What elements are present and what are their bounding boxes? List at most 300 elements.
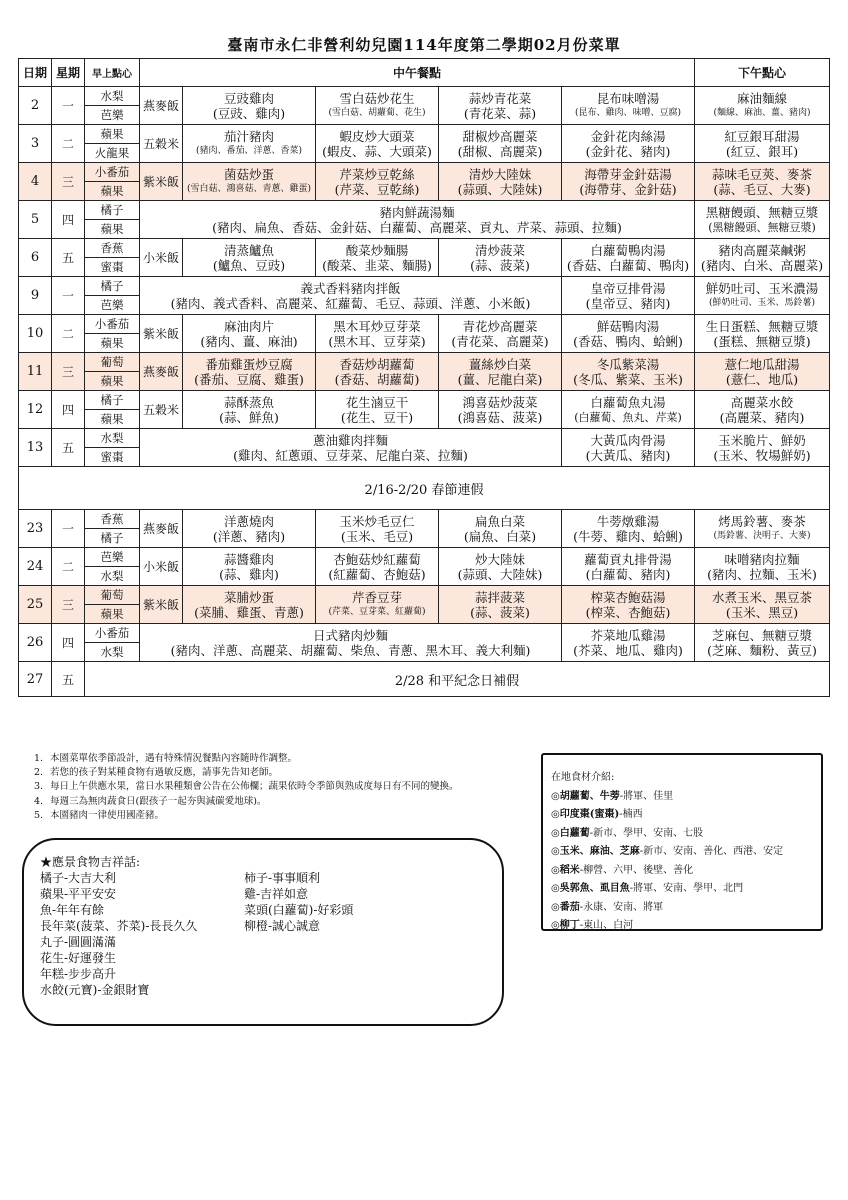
afternoon-snack	[695, 87, 830, 125]
dish-name: 水煮玉米、黑豆茶	[712, 589, 813, 605]
dish-name: 大黃瓜肉骨湯	[590, 432, 666, 448]
afternoon-snack	[695, 315, 830, 353]
local-ingredients-list	[551, 788, 821, 936]
dish-name: 冬瓜紫菜湯	[596, 356, 660, 372]
lunch-dish-1	[183, 548, 316, 586]
morning-fruit-1: 小番茄	[85, 624, 140, 643]
afternoon-snack	[695, 277, 830, 315]
dish-ingredients: (牛蒡、雞肉、蛤蜊)	[573, 528, 683, 544]
note-item	[34, 766, 459, 780]
dish-name: 茄汁豬肉	[223, 128, 274, 144]
lunch-staple: 小米飯	[140, 239, 183, 277]
dish-name: 蒜醬雞肉	[223, 551, 274, 567]
local-ingredient-name: ◎柳丁	[551, 920, 580, 931]
lucky-saying: 蘋果-平平安安	[40, 887, 117, 901]
lucky-sayings-title: ★應景食物吉祥話:	[40, 855, 141, 869]
afternoon-snack	[695, 353, 830, 391]
dish-ingredients: (白蘿蔔、魚丸、芹菜)	[574, 410, 682, 424]
dish-name: 芝麻包、無糖豆漿	[712, 627, 813, 643]
dish-ingredients: (黑木耳、豆芽菜)	[328, 333, 426, 349]
local-ingredient-row	[551, 917, 821, 936]
dish-ingredients: (甜椒、高麗菜)	[457, 143, 543, 159]
header-weekday: 星期	[52, 59, 85, 87]
dish-name: 麻油麵線	[737, 90, 788, 106]
local-ingredient-origin: -將軍、佳里	[619, 790, 674, 802]
morning-fruit-1: 水梨	[85, 429, 140, 448]
dish-ingredients: (海帶芽、金針菇)	[579, 181, 677, 197]
local-ingredient-row	[551, 862, 821, 881]
dish-name: 菜脯炒蛋	[223, 589, 274, 605]
afternoon-snack	[695, 201, 830, 239]
lunch-dish-3	[439, 391, 562, 429]
dish-name: 玉米炒毛豆仁	[339, 513, 415, 529]
afternoon-snack	[695, 586, 830, 624]
note-item	[34, 780, 459, 794]
dish-name: 蒜味毛豆莢、麥茶	[712, 166, 813, 182]
dish-ingredients: (豬肉、義式香料、高麗菜、紅蘿蔔、毛豆、蒜頭、洋蔥、小米飯)	[170, 295, 531, 311]
note-item	[34, 809, 459, 823]
dish-ingredients: (蒜頭、大陸妹)	[457, 566, 543, 582]
dish-ingredients: (紅豆、銀耳)	[725, 143, 799, 159]
lunch-dish-2	[316, 163, 439, 201]
dish-ingredients: (玉米、毛豆)	[340, 528, 414, 544]
dish-ingredients: (豆豉、雞肉)	[212, 105, 286, 121]
menu-table	[18, 58, 830, 697]
dish-name: 紅豆銀耳甜湯	[724, 128, 800, 144]
day-number: 13	[19, 429, 52, 467]
weekday: 二	[52, 548, 85, 586]
dish-ingredients: (鱸魚、豆豉)	[212, 257, 286, 273]
weekday: 五	[52, 429, 85, 467]
lunch-dish-1	[183, 87, 316, 125]
dish-name: 芹香豆芽	[351, 589, 402, 605]
dish-name: 薑絲炒白菜	[468, 356, 532, 372]
day-number: 4	[19, 163, 52, 201]
day-number: 3	[19, 125, 52, 163]
morning-fruit-2: 蘋果	[85, 182, 140, 201]
lunch-dish-3	[439, 125, 562, 163]
dish-ingredients: (香菇、鴨肉、蛤蜊)	[573, 333, 683, 349]
dish-ingredients: (黑糖饅頭、無糖豆漿)	[708, 220, 816, 234]
note-number: 1.	[34, 753, 44, 764]
morning-fruit-2: 蘋果	[85, 605, 140, 624]
dish-ingredients: (蒜頭、大陸妹)	[457, 181, 543, 197]
lunch-dish-3	[439, 510, 562, 548]
local-ingredient-row	[551, 880, 821, 899]
dish-name: 蒜炒青花菜	[468, 90, 532, 106]
lunch-staple: 燕麥飯	[140, 353, 183, 391]
dish-ingredients: (香菇、白蘿蔔、鴨肉)	[566, 257, 690, 273]
lunch-dish-1	[183, 239, 316, 277]
note-number: 2.	[34, 767, 44, 779]
lunch-dish-2	[316, 239, 439, 277]
weekday: 二	[52, 315, 85, 353]
dish-ingredients: (菜脯、雞蛋、青蔥)	[194, 604, 304, 620]
lunch-dish-4	[562, 510, 695, 548]
lucky-saying: 橘子-大吉大利	[40, 871, 117, 885]
dish-name: 蘿蔔貢丸排骨湯	[584, 551, 672, 567]
lunch-staple: 小米飯	[140, 548, 183, 586]
holiday-row	[19, 467, 830, 510]
dish-ingredients: (馬鈴薯、決明子、大麥)	[713, 530, 811, 541]
dish-ingredients: (芥菜、地瓜、雞肉)	[573, 642, 683, 658]
dish-ingredients: (玉米、牧場鮮奶)	[713, 447, 811, 463]
lunch-dish-3	[439, 239, 562, 277]
dish-ingredients: (玉米、黑豆)	[725, 604, 799, 620]
weekday: 四	[52, 624, 85, 662]
day-number: 26	[19, 624, 52, 662]
local-ingredient-row	[551, 825, 821, 844]
dish-name: 鴻喜菇炒菠菜	[462, 394, 538, 410]
weekday: 四	[52, 391, 85, 429]
local-ingredient-origin: -東山、白河	[579, 920, 634, 931]
morning-fruit-1: 橘子	[85, 391, 140, 410]
morning-fruit-1: 蘋果	[85, 125, 140, 144]
lunch-dish-4	[562, 391, 695, 429]
morning-fruit-2: 芭樂	[85, 106, 140, 125]
menu-row	[19, 391, 830, 410]
dish-ingredients: (蛋糕、無糖豆漿)	[713, 333, 811, 349]
menu-row	[19, 125, 830, 144]
lunch-dish-1	[183, 353, 316, 391]
local-ingredient-origin: -柳營、六甲、後壁、善化	[579, 864, 694, 876]
morning-fruit-1: 小番茄	[85, 163, 140, 182]
dish-name: 番茄雞蛋炒豆腐	[205, 356, 293, 372]
morning-fruit-2: 蘋果	[85, 334, 140, 353]
day-number: 12	[19, 391, 52, 429]
lunch-dish-3	[439, 163, 562, 201]
morning-fruit-1: 香蕉	[85, 510, 140, 529]
dish-name: 鮮奶吐司、玉米濃湯	[705, 280, 819, 296]
dish-name: 生日蛋糕、無糖豆漿	[705, 318, 819, 334]
day-number: 6	[19, 239, 52, 277]
lunch-dish-4	[562, 315, 695, 353]
dish-ingredients: (榨菜、杏鮑菇)	[585, 604, 671, 620]
dish-name: 海帶芽金針菇湯	[584, 166, 672, 182]
dish-name: 黑木耳炒豆芽菜	[333, 318, 421, 334]
dish-name: 高麗菜水餃	[730, 394, 794, 410]
lunch-dish-2	[316, 353, 439, 391]
morning-fruit-2: 橘子	[85, 529, 140, 548]
dish-name: 花生滷豆干	[345, 394, 409, 410]
dish-ingredients: (蒜、菠菜)	[470, 257, 530, 273]
lunch-staple: 五穀米	[140, 391, 183, 429]
lunch-dish-2	[316, 510, 439, 548]
dish-name: 芹菜炒豆乾絲	[339, 166, 415, 182]
dish-name: 清炒菠菜	[474, 242, 525, 258]
dish-ingredients: (皇帝豆、豬肉)	[585, 295, 671, 311]
dish-name: 蔥油雞肉拌麵	[312, 432, 388, 448]
dish-name: 白蘿蔔鴨肉湯	[590, 242, 666, 258]
lunch-dish-2	[316, 586, 439, 624]
afternoon-snack	[695, 391, 830, 429]
lunch-dish-3	[439, 315, 562, 353]
menu-row	[19, 624, 830, 643]
dish-ingredients: (豬肉、白米、高麗菜)	[700, 257, 824, 273]
lunch-staple: 紫米飯	[140, 586, 183, 624]
lunch-dish-3	[439, 548, 562, 586]
lunch-soup	[562, 277, 695, 315]
menu-row	[19, 239, 830, 258]
day-number: 27	[19, 662, 52, 697]
menu-row	[19, 510, 830, 529]
dish-name: 豬肉鮮蔬湯麵	[379, 204, 455, 220]
menu-row	[19, 315, 830, 334]
dish-name: 金針花肉絲湯	[590, 128, 666, 144]
local-ingredient-origin: -新市、安南、善化、西港、安定	[639, 846, 784, 857]
lucky-saying: 柳橙-誠心誠意	[244, 919, 321, 933]
day-number: 23	[19, 510, 52, 548]
holiday-label: 2/16-2/20 春節連假	[19, 467, 830, 510]
dish-name: 菌菇炒蛋	[223, 166, 274, 182]
note-item	[34, 752, 459, 766]
weekday: 一	[52, 510, 85, 548]
lunch-dish-4	[562, 87, 695, 125]
dish-ingredients: (洋蔥、豬肉)	[212, 528, 286, 544]
dish-name: 蝦皮炒大頭菜	[339, 128, 415, 144]
dish-name: 蒜酥蒸魚	[223, 394, 274, 410]
dish-name: 豬肉高麗菜鹹粥	[718, 242, 806, 258]
morning-fruit-2: 水梨	[85, 567, 140, 586]
local-ingredient-row	[551, 843, 821, 862]
note-number: 5.	[34, 809, 44, 821]
note-text: 本園菜單依季節設計，遇有特殊情況餐點內容隨時作調整。	[50, 753, 298, 764]
note-text: 每週三為無肉蔬食日(跟孩子一起夯與減碳愛地球)。	[50, 795, 267, 807]
dish-name: 皇帝豆排骨湯	[590, 280, 666, 296]
morning-fruit-2: 水梨	[85, 643, 140, 662]
morning-fruit-1: 葡萄	[85, 353, 140, 372]
lunch-dish-4	[562, 548, 695, 586]
lunch-main-dish	[140, 277, 562, 315]
dish-name: 清蒸鱸魚	[223, 242, 274, 258]
dish-ingredients: (薑、尼龍白菜)	[457, 371, 543, 387]
lunch-dish-1	[183, 163, 316, 201]
dish-ingredients: (芹菜、豆芽菜、紅蘿蔔)	[328, 606, 426, 617]
dish-name: 芥菜地瓜雞湯	[590, 627, 666, 643]
local-ingredients-title: 在地食材介紹:	[551, 772, 615, 783]
morning-fruit-1: 香蕉	[85, 239, 140, 258]
morning-fruit-2: 火龍果	[85, 144, 140, 163]
lucky-sayings-column-2	[244, 870, 353, 934]
morning-fruit-2: 芭樂	[85, 296, 140, 315]
weekday: 三	[52, 586, 85, 624]
day-number: 9	[19, 277, 52, 315]
lucky-saying: 雞-吉祥如意	[244, 887, 309, 901]
day-number: 2	[19, 87, 52, 125]
dish-ingredients: (紅蘿蔔、杏鮑菇)	[328, 566, 426, 582]
lunch-main-dish	[140, 624, 562, 662]
lunch-dish-2	[316, 391, 439, 429]
morning-fruit-2: 蘋果	[85, 220, 140, 239]
weekday: 五	[52, 662, 85, 697]
afternoon-snack	[695, 163, 830, 201]
dish-name: 鮮菇鴨肉湯	[596, 318, 660, 334]
dish-name: 甜椒炒高麗菜	[462, 128, 538, 144]
lucky-sayings-box	[22, 838, 504, 1026]
lunch-dish-4	[562, 163, 695, 201]
lunch-dish-3	[439, 87, 562, 125]
dish-ingredients: (芝麻、麵粉、黃豆)	[707, 642, 817, 658]
local-ingredient-origin: -新市、學甲、安南、七股	[589, 827, 704, 839]
lunch-dish-1	[183, 510, 316, 548]
weekday: 一	[52, 277, 85, 315]
dish-name: 榨菜杏鮑菇湯	[590, 589, 666, 605]
local-ingredient-name: ◎稻米	[551, 864, 580, 876]
dish-name: 雪白菇炒花生	[339, 90, 415, 106]
local-ingredient-name: ◎白蘿蔔	[551, 827, 590, 839]
dish-name: 青花炒高麗菜	[462, 318, 538, 334]
afternoon-snack	[695, 429, 830, 467]
dish-ingredients: (豬肉、薑、麻油)	[200, 333, 298, 349]
dish-ingredients: (酸菜、韭菜、麵腸)	[322, 257, 432, 273]
closed-label: 2/28 和平紀念日補假	[85, 662, 830, 697]
note-number: 3.	[34, 781, 44, 793]
lunch-dish-4	[562, 125, 695, 163]
dish-ingredients: (冬瓜、紫菜、玉米)	[573, 371, 683, 387]
note-text: 每日上午供應水果，當日水果種類會公告在公佈欄；蔬果依時令季節與熟成度每日有不同的變換。	[50, 781, 459, 793]
day-number: 10	[19, 315, 52, 353]
local-ingredient-name: ◎胡蘿蔔、牛蒡	[551, 790, 620, 802]
menu-row	[19, 586, 830, 605]
dish-ingredients: (薏仁、地瓜)	[725, 371, 799, 387]
dish-ingredients: (番茄、豆腐、雞蛋)	[194, 371, 304, 387]
header-afternoon-snack: 下午點心	[695, 59, 830, 87]
dish-name: 昆布味噌湯	[596, 90, 660, 106]
page-title: 臺南市永仁非營利幼兒園114年度第二學期02月份菜單	[227, 36, 621, 54]
lucky-saying: 長年菜(菠菜、芥菜)-長長久久	[40, 919, 198, 933]
dish-name: 薏仁地瓜甜湯	[724, 356, 800, 372]
dish-ingredients: (大黃瓜、豬肉)	[585, 447, 671, 463]
header-morning-snack: 早上點心	[85, 59, 140, 87]
menu-row	[19, 201, 830, 220]
morning-fruit-2: 蜜棗	[85, 448, 140, 467]
lunch-dish-2	[316, 315, 439, 353]
dish-ingredients: (昆布、雞肉、味噌、豆腐)	[575, 107, 682, 118]
dish-name: 麻油肉片	[223, 318, 274, 334]
weekday: 三	[52, 163, 85, 201]
local-ingredient-name: ◎玉米、麻油、芝麻	[551, 846, 640, 857]
dish-name: 烤馬鈴薯、麥茶	[718, 513, 806, 529]
dish-ingredients: (雪白菇、鴻喜菇、青蔥、雞蛋)	[186, 183, 312, 194]
note-item	[34, 795, 459, 809]
local-ingredient-name: ◎番茄	[551, 901, 580, 913]
note-text: 若您的孩子對某種食物有過敏反應，請事先告知老師。	[50, 767, 279, 779]
local-ingredient-origin: -永康、安南、將軍	[579, 901, 664, 913]
dish-ingredients: (豬肉、洋蔥、高麗菜、胡蘿蔔、柴魚、青蔥、黑木耳、義大利麵)	[170, 642, 531, 658]
morning-fruit-1: 小番茄	[85, 315, 140, 334]
weekday: 三	[52, 353, 85, 391]
lunch-dish-2	[316, 548, 439, 586]
dish-ingredients: (豬肉、扁魚、香菇、金針菇、白蘿蔔、高麗菜、貢丸、芹菜、蒜頭、拉麵)	[212, 219, 622, 235]
local-ingredient-origin: -將軍、安南、學甲、北門	[629, 883, 744, 894]
weekday: 一	[52, 87, 85, 125]
lunch-main-dish	[140, 201, 695, 239]
morning-fruit-1: 橘子	[85, 277, 140, 296]
morning-fruit-1: 芭樂	[85, 548, 140, 567]
dish-ingredients: (青花菜、高麗菜)	[451, 333, 549, 349]
lunch-dish-4	[562, 239, 695, 277]
lunch-dish-1	[183, 391, 316, 429]
lunch-dish-3	[439, 353, 562, 391]
lunch-dish-4	[562, 586, 695, 624]
dish-ingredients: (蒜、毛豆、大麥)	[713, 181, 811, 197]
lucky-saying: 花生-好運發生	[40, 951, 117, 965]
lunch-dish-1	[183, 586, 316, 624]
dish-name: 洋蔥燒肉	[223, 513, 274, 529]
dish-name: 牛蒡燉雞湯	[596, 513, 660, 529]
afternoon-snack	[695, 624, 830, 662]
lunch-dish-4	[562, 353, 695, 391]
dish-name: 蒜拌菠菜	[474, 589, 525, 605]
dish-name: 義式香料豬肉拌飯	[300, 280, 401, 296]
notes-list	[34, 752, 459, 823]
lunch-dish-2	[316, 87, 439, 125]
menu-row	[19, 548, 830, 567]
dish-name: 日式豬肉炒麵	[312, 627, 388, 643]
lucky-saying: 柿子-事事順利	[244, 871, 321, 885]
lunch-dish-3	[439, 586, 562, 624]
local-ingredient-name: ◎印度棗(蜜棗)	[551, 809, 620, 820]
lucky-saying: 魚-年年有餘	[40, 903, 105, 917]
dish-name: 玉米脆片、鮮奶	[718, 432, 806, 448]
lunch-staple: 紫米飯	[140, 315, 183, 353]
dish-ingredients: (青花菜、蒜)	[463, 105, 537, 121]
menu-body	[19, 87, 830, 697]
lucky-saying: 菜頭(白蘿蔔)-好彩頭	[244, 903, 354, 917]
dish-ingredients: (高麗菜、豬肉)	[719, 409, 805, 425]
day-number: 5	[19, 201, 52, 239]
morning-fruit-1: 葡萄	[85, 586, 140, 605]
lucky-sayings-column-1	[40, 870, 197, 998]
local-ingredient-name: ◎吳郭魚、虱目魚	[551, 883, 630, 894]
lunch-dish-1	[183, 125, 316, 163]
dish-name: 白蘿蔔魚丸湯	[590, 394, 666, 410]
lucky-saying: 年糕-步步高升	[40, 967, 117, 981]
dish-ingredients: (豬肉、拉麵、玉米)	[707, 566, 817, 582]
dish-ingredients: (蝦皮、蒜、大頭菜)	[322, 143, 432, 159]
day-number: 11	[19, 353, 52, 391]
morning-fruit-1: 水梨	[85, 87, 140, 106]
dish-name: 豆豉雞肉	[223, 90, 274, 106]
lunch-main-dish	[140, 429, 562, 467]
dish-ingredients: (扁魚、白菜)	[463, 528, 537, 544]
dish-name: 炒大陸妹	[474, 551, 525, 567]
morning-fruit-2: 蜜棗	[85, 258, 140, 277]
dish-name: 扁魚白菜	[474, 513, 525, 529]
header-lunch: 中午餐點	[140, 59, 695, 87]
local-ingredient-row	[551, 788, 821, 807]
lunch-soup	[562, 429, 695, 467]
dish-ingredients: (麵線、麻油、薑、豬肉)	[713, 107, 811, 118]
menu-row	[19, 163, 830, 182]
dish-ingredients: (蒜、鮮魚)	[219, 409, 279, 425]
dish-ingredients: (香菇、胡蘿蔔)	[334, 371, 420, 387]
afternoon-snack	[695, 125, 830, 163]
dish-ingredients: (芹菜、豆乾絲)	[334, 181, 420, 197]
local-ingredient-origin: -楠西	[619, 809, 643, 820]
local-ingredients-box	[541, 753, 823, 931]
menu-row	[19, 87, 830, 106]
dish-name: 香菇炒胡蘿蔔	[339, 356, 415, 372]
morning-fruit-2: 蘋果	[85, 410, 140, 429]
weekday: 四	[52, 201, 85, 239]
note-text: 本園豬肉一律使用國產豬。	[50, 809, 165, 821]
dish-name: 味噌豬肉拉麵	[724, 551, 800, 567]
dish-ingredients: (花生、豆干)	[340, 409, 414, 425]
weekday: 二	[52, 125, 85, 163]
lunch-staple: 燕麥飯	[140, 510, 183, 548]
dish-name: 清炒大陸妹	[468, 166, 532, 182]
